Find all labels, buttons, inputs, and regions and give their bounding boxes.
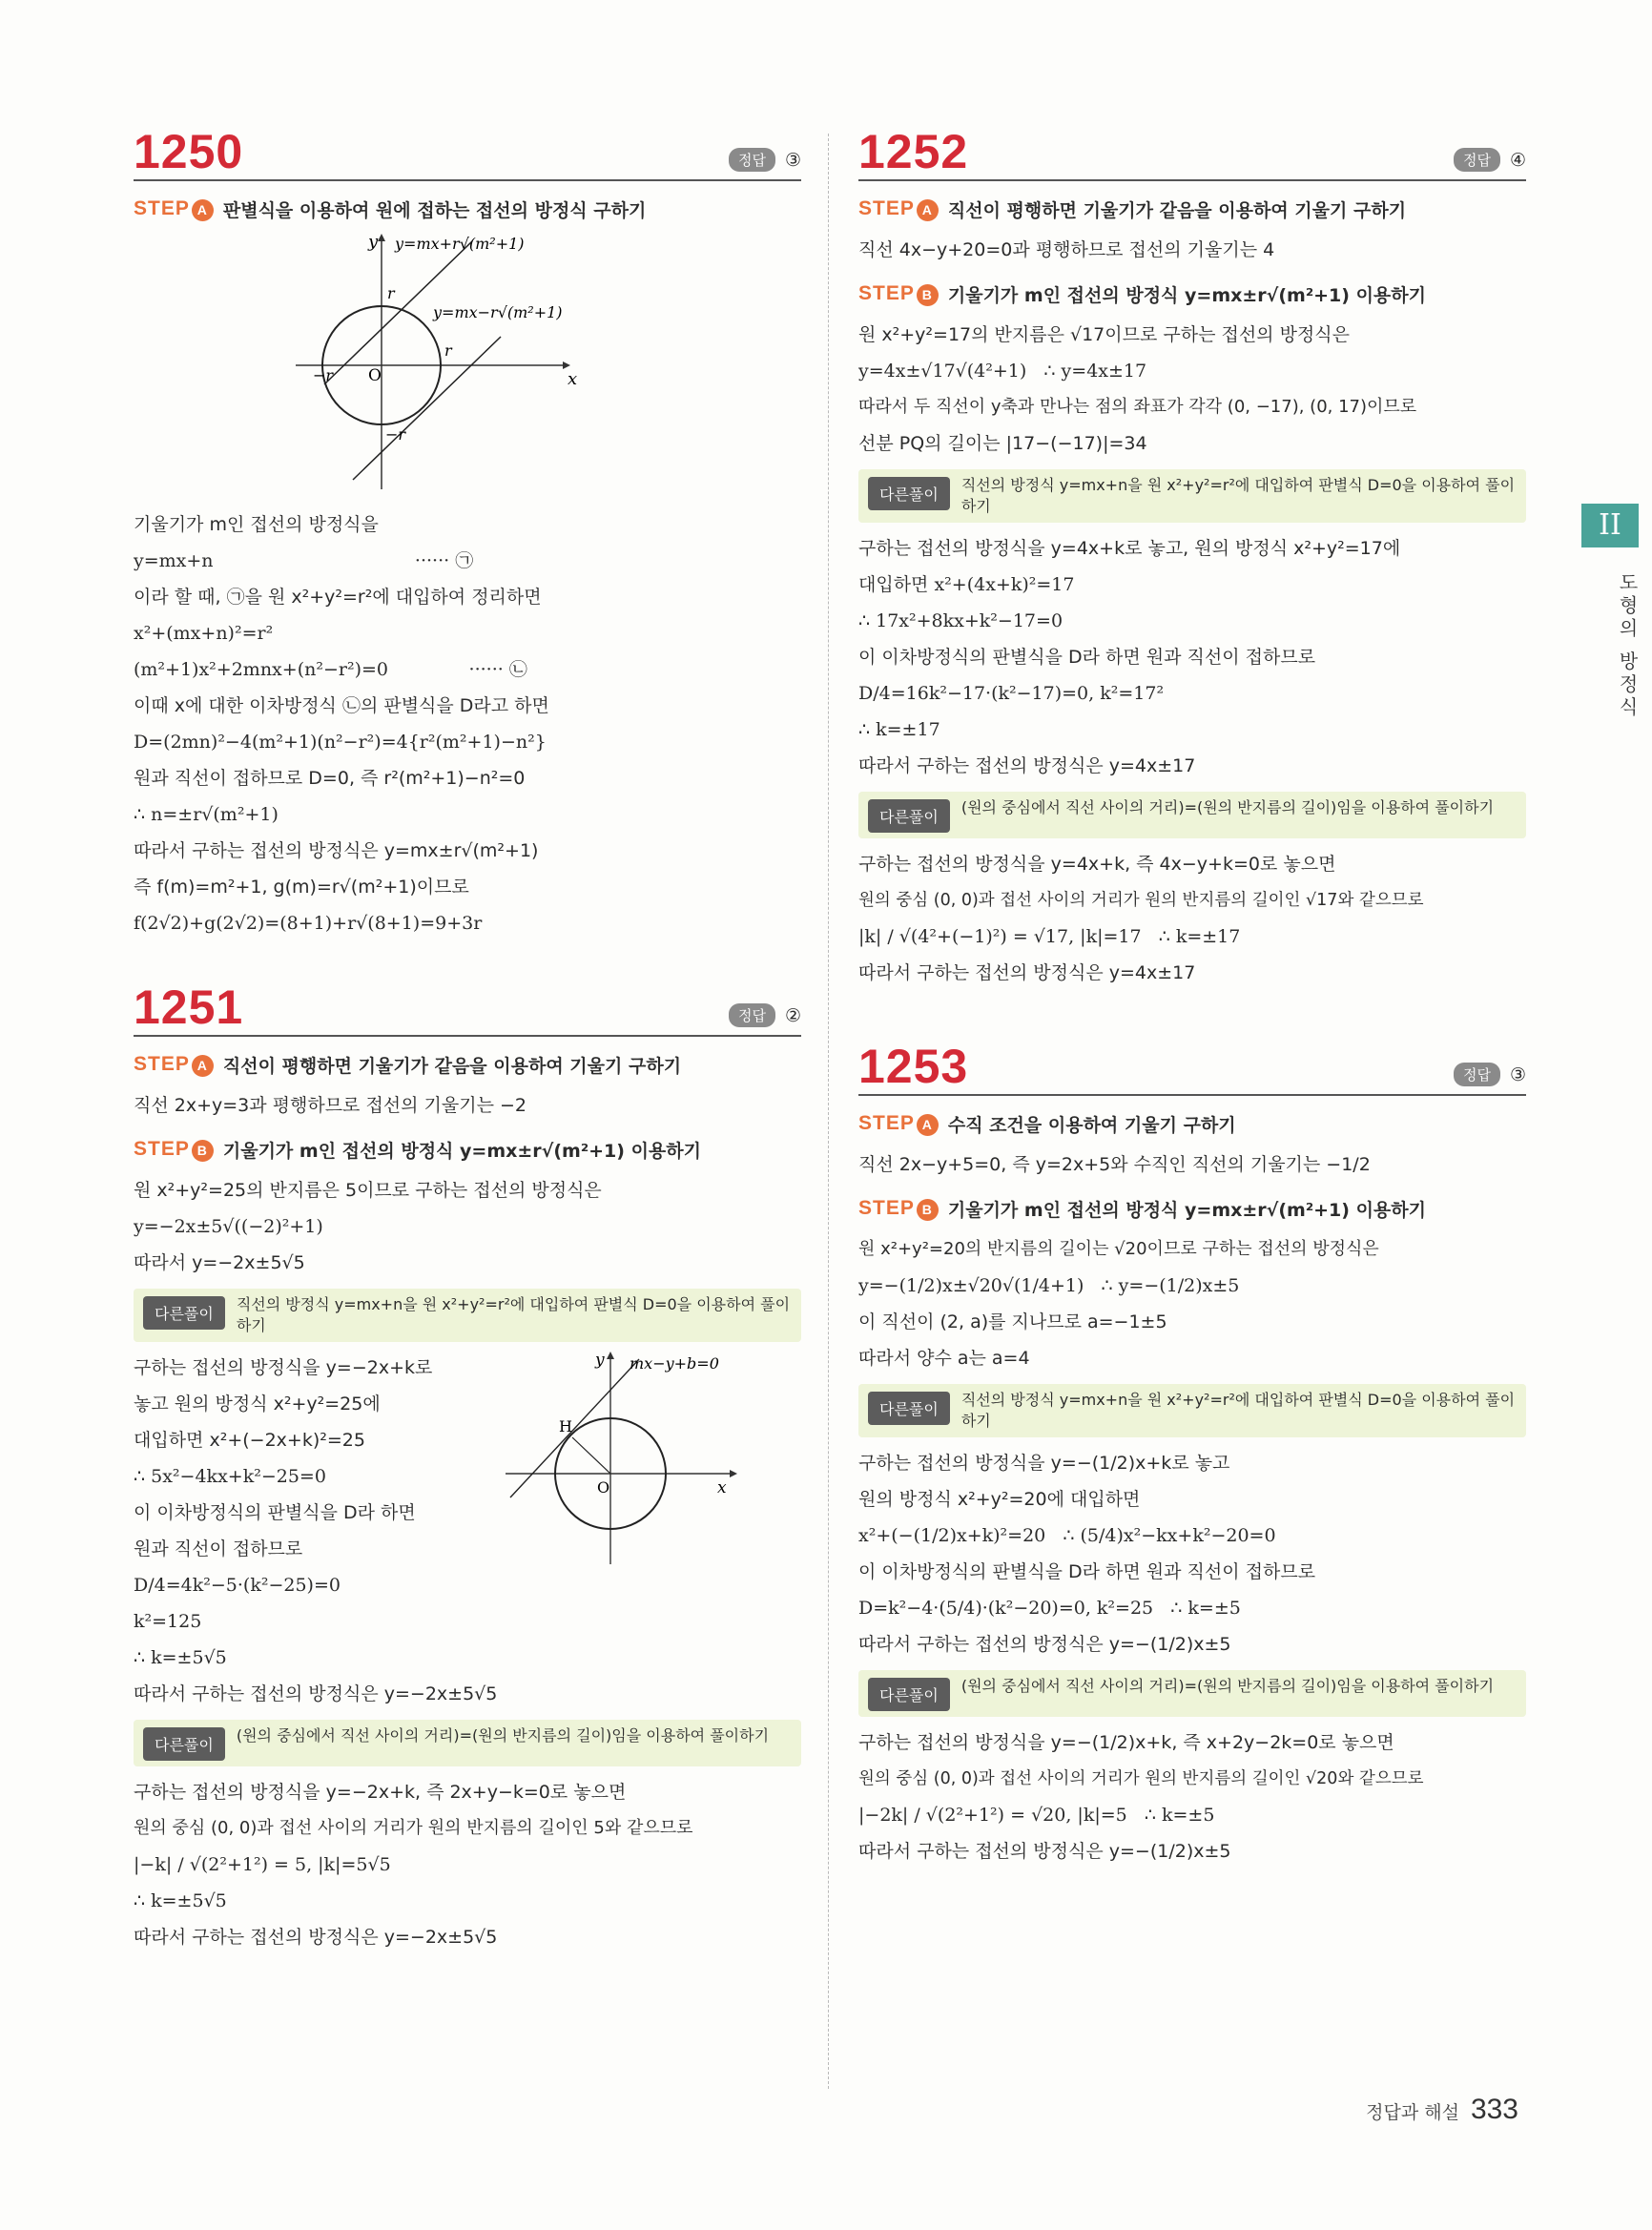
solution-line: |−2k| / √(2²+1²) = √20, |k|=5 ∴ k=±5 xyxy=(858,1805,1215,1826)
step-title: 직선이 평행하면 기울기가 같음을 이용하여 기울기 구하기 xyxy=(222,1056,682,1077)
step-tag-text: STEP xyxy=(858,197,915,219)
solution-line: 기울기가 m인 접선의 방정식을 xyxy=(134,514,379,535)
problem-1250 xyxy=(134,114,801,941)
solution-line: 원의 중심 (0, 0)과 접선 사이의 거리가 원의 반지름의 길이인 √20와 같으므로 xyxy=(858,1769,1424,1788)
chapter-tab: II xyxy=(1581,504,1639,547)
solution-line: 구하는 접선의 방정식을 y=−2x+k로 xyxy=(134,1357,433,1378)
answer-badge: 정답 xyxy=(1454,1063,1500,1086)
problem-1252 xyxy=(858,114,1526,991)
step-b xyxy=(134,1137,801,1163)
y-label: y xyxy=(595,1351,605,1370)
x-label: x xyxy=(568,369,578,389)
tangent-line-lower xyxy=(353,337,501,480)
radius-to-h xyxy=(572,1437,610,1474)
solution-line: y=−(1/2)x±√20√(1/4+1) ∴ y=−(1/2)x±5 xyxy=(858,1275,1240,1296)
answer-badge: 정답 xyxy=(1454,148,1500,172)
step-b xyxy=(858,281,1526,307)
x-axis-arrow xyxy=(563,361,570,369)
solution-line: ∴ k=±17 xyxy=(858,719,940,740)
solution-line: 직선 4x−y+20=0과 평행하므로 접선의 기울기는 4 xyxy=(858,239,1275,260)
answer-value: ③ xyxy=(1509,1063,1526,1085)
solution-line: ∴ 17x²+8kx+k²−17=0 xyxy=(858,610,1063,631)
solution-line: 원과 직선이 접하므로 xyxy=(134,1538,303,1559)
x-label: x xyxy=(717,1478,727,1497)
step-tag xyxy=(134,197,214,221)
alt-tag: 다른풀이 xyxy=(143,1727,225,1761)
circle-tangent-diagram xyxy=(496,1350,744,1569)
step-title: 기울기가 m인 접선의 방정식 y=mx±r√(m²+1) 이용하기 xyxy=(947,1200,1426,1221)
solution-line: 직선 2x+y=3과 평행하므로 접선의 기울기는 −2 xyxy=(134,1095,527,1116)
answer-badge: 정답 xyxy=(729,148,775,172)
solution-line: 이 이차방정식의 판별식을 D라 하면 원과 직선이 접하므로 xyxy=(858,1561,1316,1582)
solution-line: y=4x±√17√(4²+1) ∴ y=4x±17 xyxy=(858,361,1147,382)
step-tag-text: STEP xyxy=(134,197,190,219)
step-title: 직선이 평행하면 기울기가 같음을 이용하여 기울기 구하기 xyxy=(947,200,1407,221)
alternative-solution-banner xyxy=(858,1384,1526,1437)
page-number: 333 xyxy=(1470,2094,1518,2125)
alt-tag: 다른풀이 xyxy=(868,1392,950,1425)
solution-line: 따라서 구하는 접선의 방정식은 y=4x±17 xyxy=(858,962,1196,983)
step-tag xyxy=(134,1053,214,1077)
solution-line: D/4=4k²−5·(k²−25)=0 xyxy=(134,1575,341,1596)
solution-line: |−k| / √(2²+1²) = 5, |k|=5√5 xyxy=(134,1854,391,1875)
solution-line: 원의 방정식 x²+y²=20에 대입하면 xyxy=(858,1489,1141,1510)
step-tag-text: STEP xyxy=(858,282,915,304)
solution-line: 구하는 접선의 방정식을 y=−(1/2)x+k, 즉 x+2y−2k=0로 놓으면 xyxy=(858,1732,1394,1753)
solution-line: ∴ k=±5√5 xyxy=(134,1890,227,1911)
problem-header xyxy=(134,970,801,1037)
solution-line: 이 이차방정식의 판별식을 D라 하면 원과 직선이 접하므로 xyxy=(858,647,1316,668)
alternative-solution-banner xyxy=(858,1670,1526,1717)
neg-r-label-bottom: −r xyxy=(385,425,406,444)
right-column xyxy=(858,114,1526,1898)
alt-tag: 다른풀이 xyxy=(868,799,950,833)
solution-line: 놓고 원의 방정식 x²+y²=25에 xyxy=(134,1394,381,1414)
step-title: 기울기가 m인 접선의 방정식 y=mx±r√(m²+1) 이용하기 xyxy=(947,285,1426,306)
lower-line-label: y=mx−r√(m²+1) xyxy=(433,303,563,321)
solution-line: 따라서 두 직선이 y축과 만나는 점의 좌표가 각각 (0, −17), (0, 17)이므로 xyxy=(858,397,1417,417)
solution-line: x²+(−(1/2)x+k)²=20 ∴ (5/4)x²−kx+k²−20=0 xyxy=(858,1525,1276,1546)
solution-line: 따라서 양수 a는 a=4 xyxy=(858,1348,1030,1369)
solution-line: 원 x²+y²=25의 반지름은 5이므로 구하는 접선의 방정식은 xyxy=(134,1180,602,1201)
step-tag xyxy=(858,1197,939,1221)
solution-line: 따라서 구하는 접선의 방정식은 y=4x±17 xyxy=(858,755,1196,776)
solution-line: f(2√2)+g(2√2)=(8+1)+r√(8+1)=9+3r xyxy=(134,913,483,934)
solution-line: 이 이차방정식의 판별식을 D라 하면 xyxy=(134,1502,416,1523)
problem-1253 xyxy=(858,1029,1526,1869)
chapter-title: 도형의 방정식 xyxy=(1616,572,1639,720)
x-axis-arrow xyxy=(730,1470,737,1477)
solution-line: 구하는 접선의 방정식을 y=4x+k로 놓고, 원의 방정식 x²+y²=17에 xyxy=(858,538,1401,559)
answer-value: ③ xyxy=(784,149,801,171)
step-title: 수직 조건을 이용하여 기울기 구하기 xyxy=(947,1115,1236,1136)
answer-badge: 정답 xyxy=(729,1003,775,1027)
solution-line: D/4=16k²−17·(k²−17)=0, k²=17² xyxy=(858,683,1165,704)
y-label: y xyxy=(368,232,379,252)
step-a xyxy=(858,196,1526,222)
step-b xyxy=(858,1196,1526,1222)
step-letter: A xyxy=(192,1055,214,1077)
answer xyxy=(729,148,801,172)
tangent-line xyxy=(510,1359,639,1497)
solution-line: 대입하면 x²+(−2x+k)²=25 xyxy=(134,1430,365,1451)
alternative-solution-banner xyxy=(858,469,1526,523)
solution-line: 선분 PQ의 길이는 |17−(−17)|=34 xyxy=(858,433,1147,454)
alt-description: 직선의 방정식 y=mx+n을 원 x²+y²=r²에 대입하여 판별식 D=0을 이용하여 풀이하기 xyxy=(236,1295,791,1334)
alt-description: 직선의 방정식 y=mx+n을 원 x²+y²=r²에 대입하여 판별식 D=0을 이용하여 풀이하기 xyxy=(960,1391,1516,1430)
solution-line: |k| / √(4²+(−1)²) = √17, |k|=17 ∴ k=±17 xyxy=(858,926,1241,947)
y-axis-arrow xyxy=(607,1352,614,1359)
solution-line: 대입하면 x²+(4x+k)²=17 xyxy=(858,574,1075,595)
alternative-solution-banner xyxy=(858,792,1526,838)
step-title: 판별식을 이용하여 원에 접하는 접선의 방정식 구하기 xyxy=(222,200,647,221)
origin-label: O xyxy=(368,366,382,385)
step-a xyxy=(134,196,801,222)
y-axis-arrow xyxy=(378,234,385,241)
step-a xyxy=(858,1111,1526,1137)
step-tag xyxy=(858,1112,939,1136)
column-separator xyxy=(828,134,829,2089)
answer xyxy=(1454,1063,1526,1086)
solution-line: 따라서 구하는 접선의 방정식은 y=mx±r√(m²+1) xyxy=(134,840,539,861)
problem-1251 xyxy=(134,970,801,1955)
footer-label: 정답과 해설 xyxy=(1366,2102,1459,2123)
problem-number: 1250 xyxy=(134,125,244,178)
alt-tag: 다른풀이 xyxy=(143,1296,225,1330)
solution-line: 따라서 구하는 접선의 방정식은 y=−(1/2)x±5 xyxy=(858,1841,1231,1862)
answer xyxy=(729,1003,801,1027)
solution-line: 따라서 구하는 접선의 방정식은 y=−2x±5√5 xyxy=(134,1927,498,1948)
tangent-lines-diagram xyxy=(277,232,582,499)
problem-header xyxy=(858,114,1526,181)
alt-description: (원의 중심에서 직선 사이의 거리)=(원의 반지름의 길이)임을 이용하여 풀이하기 xyxy=(236,1726,770,1745)
alternative-solution-banner xyxy=(134,1289,801,1342)
solution-line: ∴ 5x²−4kx+k²−25=0 xyxy=(134,1466,326,1487)
problem-number: 1251 xyxy=(134,981,244,1034)
step-tag xyxy=(858,282,939,306)
alt-tag: 다른풀이 xyxy=(868,1678,950,1711)
solution-line: 원 x²+y²=17의 반지름은 √17이므로 구하는 접선의 방정식은 xyxy=(858,324,1350,345)
problem-header xyxy=(134,114,801,181)
upper-line-label: y=mx+r√(m²+1) xyxy=(395,235,525,253)
solution-line: 이때 x에 대한 이차방정식 ㉡의 판별식을 D라고 하면 xyxy=(134,695,549,716)
answer-value: ② xyxy=(784,1004,801,1026)
r-label-top: r xyxy=(387,284,395,302)
solution-line: y=−2x±5√((−2)²+1) xyxy=(134,1216,323,1237)
step-tag-text: STEP xyxy=(858,1197,915,1219)
solution-line: ∴ k=±5√5 xyxy=(134,1647,227,1668)
left-column xyxy=(134,114,801,1984)
step-letter: B xyxy=(917,1199,939,1221)
solution-line: ∴ n=±r√(m²+1) xyxy=(134,804,279,825)
step-tag-text: STEP xyxy=(134,1138,190,1160)
step-tag xyxy=(134,1138,214,1162)
solution-line: y=mx+n ······ ㉠ xyxy=(134,550,474,571)
solution-line: 즉 f(m)=m²+1, g(m)=r√(m²+1)이므로 xyxy=(134,877,469,898)
step-letter: B xyxy=(192,1140,214,1162)
solution-line: D=k²−4·(5/4)·(k²−20)=0, k²=25 ∴ k=±5 xyxy=(858,1598,1241,1619)
problem-number: 1252 xyxy=(858,125,969,178)
solution-line: D=(2mn)²−4(m²+1)(n²−r²)=4{r²(m²+1)−n²} xyxy=(134,732,547,753)
solution-line: 원 x²+y²=20의 반지름의 길이는 √20이므로 구하는 접선의 방정식은 xyxy=(858,1239,1379,1259)
step-title: 기울기가 m인 접선의 방정식 y=mx±r√(m²+1) 이용하기 xyxy=(222,1141,701,1162)
alt1-block xyxy=(134,1350,801,1712)
step-letter: A xyxy=(917,199,939,221)
step-letter: A xyxy=(917,1114,939,1136)
answer-value: ④ xyxy=(1509,149,1526,171)
solution-line: 직선 2x−y+5=0, 즉 y=2x+5와 수직인 직선의 기울기는 −1/2 xyxy=(858,1154,1371,1175)
step-letter: B xyxy=(917,284,939,306)
alt-description: (원의 중심에서 직선 사이의 거리)=(원의 반지름의 길이)임을 이용하여 풀이하기 xyxy=(960,1677,1495,1695)
solution-line: 원의 중심 (0, 0)과 접선 사이의 거리가 원의 반지름의 길이인 5와 같으므로 xyxy=(134,1818,693,1838)
step-letter: A xyxy=(192,199,214,221)
solution-line: 따라서 y=−2x±5√5 xyxy=(134,1252,305,1273)
solution-line: (m²+1)x²+2mnx+(n²−r²)=0 ······ ㉡ xyxy=(134,659,527,680)
solution-line: 구하는 접선의 방정식을 y=−2x+k, 즉 2x+y−k=0로 놓으면 xyxy=(134,1782,627,1803)
alt-description: (원의 중심에서 직선 사이의 거리)=(원의 반지름의 길이)임을 이용하여 풀이하기 xyxy=(960,798,1495,816)
alternative-solution-banner xyxy=(134,1720,801,1766)
solution-line: 원의 중심 (0, 0)과 접선 사이의 거리가 원의 반지름의 길이인 √17와 같으므로 xyxy=(858,891,1424,910)
alt-description: 직선의 방정식 y=mx+n을 원 x²+y²=r²에 대입하여 판별식 D=0을 이용하여 풀이하기 xyxy=(960,476,1516,515)
solution-line: 원과 직선이 접하므로 D=0, 즉 r²(m²+1)−n²=0 xyxy=(134,768,526,789)
solution-line: k²=125 xyxy=(134,1611,202,1632)
h-label: H xyxy=(559,1417,572,1435)
problem-number: 1253 xyxy=(858,1040,969,1093)
step-tag-text: STEP xyxy=(134,1053,190,1075)
line-label: mx−y+b=0 xyxy=(630,1354,719,1373)
alt-tag: 다른풀이 xyxy=(868,477,950,510)
solution-line: 이라 할 때, ㉠을 원 x²+y²=r²에 대입하여 정리하면 xyxy=(134,587,542,608)
r-label-right: r xyxy=(444,341,452,360)
neg-r-label-left: −r xyxy=(313,366,334,384)
step-a xyxy=(134,1052,801,1078)
origin-label: O xyxy=(597,1478,610,1497)
solution-line: 따라서 구하는 접선의 방정식은 y=−(1/2)x±5 xyxy=(858,1634,1231,1655)
solution-line: 구하는 접선의 방정식을 y=−(1/2)x+k로 놓고 xyxy=(858,1453,1230,1474)
solution-line: 이 직선이 (2, a)를 지나므로 a=−1±5 xyxy=(858,1311,1167,1332)
problem-header xyxy=(858,1029,1526,1096)
solution-line: x²+(mx+n)²=r² xyxy=(134,623,274,644)
step-tag-text: STEP xyxy=(858,1112,915,1134)
solution-line: 구하는 접선의 방정식을 y=4x+k, 즉 4x−y+k=0로 놓으면 xyxy=(858,854,1336,875)
step-tag xyxy=(858,197,939,221)
answer xyxy=(1454,148,1526,172)
page-footer xyxy=(1366,2094,1518,2126)
solution-line: 따라서 구하는 접선의 방정식은 y=−2x±5√5 xyxy=(134,1683,498,1704)
